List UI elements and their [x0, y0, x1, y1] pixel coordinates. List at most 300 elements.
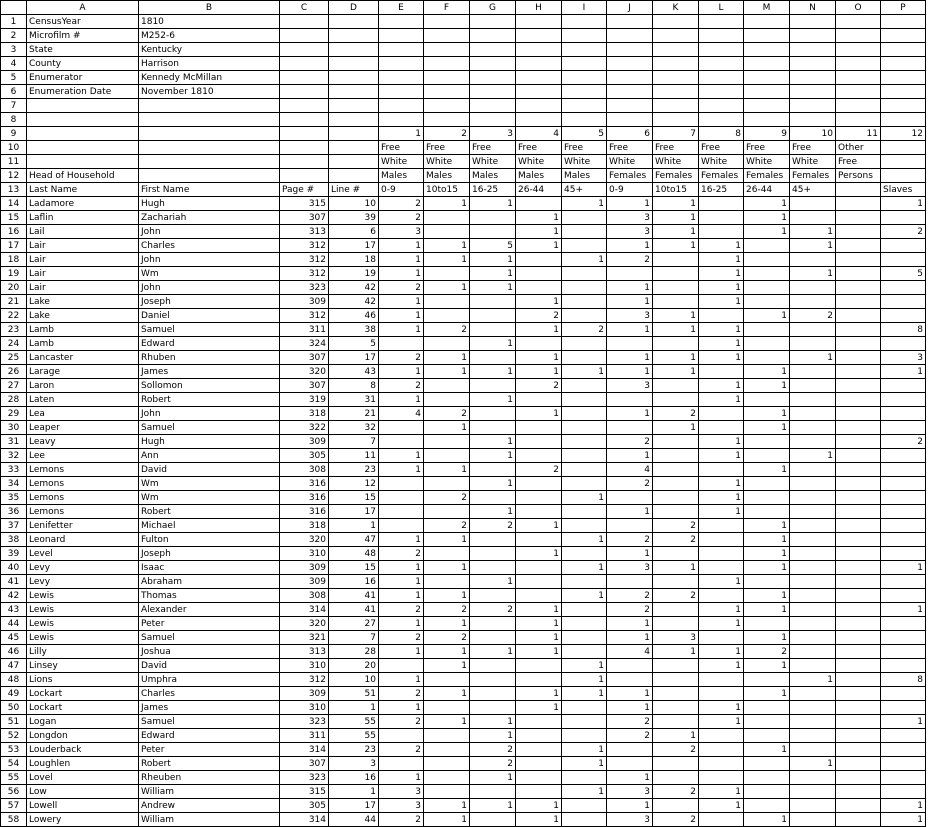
cell-l8[interactable] — [699, 113, 744, 127]
cell-e17[interactable]: 1 — [379, 239, 424, 253]
cell-j32[interactable]: 1 — [607, 449, 653, 463]
cell-d22[interactable]: 46 — [329, 309, 379, 323]
cell-n3[interactable] — [790, 43, 836, 57]
cell-p25[interactable]: 3 — [881, 351, 926, 365]
cell-p27[interactable] — [881, 379, 926, 393]
cell-n46[interactable] — [790, 645, 836, 659]
cell-d25[interactable]: 17 — [329, 351, 379, 365]
cell-h5[interactable] — [516, 71, 562, 85]
cell-k1[interactable] — [653, 15, 699, 29]
cell-d34[interactable]: 12 — [329, 477, 379, 491]
cell-d46[interactable]: 28 — [329, 645, 379, 659]
cell-c21[interactable]: 309 — [280, 295, 329, 309]
cell-f35[interactable]: 2 — [424, 491, 470, 505]
cell-n5[interactable] — [790, 71, 836, 85]
cell-e51[interactable]: 2 — [379, 715, 424, 729]
cell-p7[interactable] — [881, 99, 926, 113]
cell-e1[interactable] — [379, 15, 424, 29]
cell-j25[interactable]: 1 — [607, 351, 653, 365]
cell-j45[interactable]: 1 — [607, 631, 653, 645]
cell-a7[interactable] — [27, 99, 139, 113]
cell-e9[interactable]: 1 — [379, 127, 424, 141]
cell-a17[interactable]: Lair — [27, 239, 139, 253]
cell-f43[interactable]: 2 — [424, 603, 470, 617]
cell-k41[interactable] — [653, 575, 699, 589]
cell-m46[interactable]: 2 — [744, 645, 790, 659]
cell-b43[interactable]: Alexander — [139, 603, 280, 617]
cell-n24[interactable] — [790, 337, 836, 351]
row-number[interactable]: 58 — [1, 813, 27, 827]
cell-m5[interactable] — [744, 71, 790, 85]
cell-j28[interactable] — [607, 393, 653, 407]
cell-c30[interactable]: 322 — [280, 421, 329, 435]
column-header-h[interactable]: H — [516, 1, 562, 15]
cell-d37[interactable]: 1 — [329, 519, 379, 533]
row-number[interactable]: 45 — [1, 631, 27, 645]
select-all-corner[interactable] — [1, 1, 27, 15]
cell-i42[interactable]: 1 — [562, 589, 607, 603]
row-number[interactable]: 46 — [1, 645, 27, 659]
cell-p30[interactable] — [881, 421, 926, 435]
row-number[interactable]: 15 — [1, 211, 27, 225]
cell-i16[interactable] — [562, 225, 607, 239]
row-number[interactable]: 44 — [1, 617, 27, 631]
cell-e24[interactable] — [379, 337, 424, 351]
cell-l52[interactable] — [699, 729, 744, 743]
cell-i15[interactable] — [562, 211, 607, 225]
row-number[interactable]: 56 — [1, 785, 27, 799]
cell-j2[interactable] — [607, 29, 653, 43]
cell-b57[interactable]: Andrew — [139, 799, 280, 813]
cell-c12[interactable] — [280, 169, 329, 183]
column-header-f[interactable]: F — [424, 1, 470, 15]
cell-j34[interactable]: 2 — [607, 477, 653, 491]
cell-k21[interactable] — [653, 295, 699, 309]
cell-d56[interactable]: 1 — [329, 785, 379, 799]
cell-h56[interactable] — [516, 785, 562, 799]
cell-g48[interactable] — [470, 673, 516, 687]
cell-l1[interactable] — [699, 15, 744, 29]
cell-p20[interactable] — [881, 281, 926, 295]
cell-o42[interactable] — [836, 589, 881, 603]
row-number[interactable]: 30 — [1, 421, 27, 435]
cell-b49[interactable]: Charles — [139, 687, 280, 701]
cell-a45[interactable]: Lewis — [27, 631, 139, 645]
cell-m11[interactable]: White — [744, 155, 790, 169]
cell-k31[interactable] — [653, 435, 699, 449]
cell-c25[interactable]: 307 — [280, 351, 329, 365]
cell-c51[interactable]: 323 — [280, 715, 329, 729]
cell-c2[interactable] — [280, 29, 329, 43]
cell-l32[interactable]: 1 — [699, 449, 744, 463]
row-number[interactable]: 36 — [1, 505, 27, 519]
cell-h29[interactable]: 1 — [516, 407, 562, 421]
cell-d50[interactable]: 1 — [329, 701, 379, 715]
cell-d16[interactable]: 6 — [329, 225, 379, 239]
cell-o5[interactable] — [836, 71, 881, 85]
row-number[interactable]: 6 — [1, 85, 27, 99]
cell-d36[interactable]: 17 — [329, 505, 379, 519]
cell-a36[interactable]: Lemons — [27, 505, 139, 519]
cell-o10[interactable]: Other — [836, 141, 881, 155]
column-header-g[interactable]: G — [470, 1, 516, 15]
cell-b36[interactable]: Robert — [139, 505, 280, 519]
cell-l33[interactable] — [699, 463, 744, 477]
cell-k32[interactable] — [653, 449, 699, 463]
cell-o31[interactable] — [836, 435, 881, 449]
cell-f51[interactable]: 1 — [424, 715, 470, 729]
cell-a56[interactable]: Low — [27, 785, 139, 799]
cell-l11[interactable]: White — [699, 155, 744, 169]
cell-k55[interactable] — [653, 771, 699, 785]
cell-n2[interactable] — [790, 29, 836, 43]
cell-h1[interactable] — [516, 15, 562, 29]
cell-k17[interactable]: 1 — [653, 239, 699, 253]
row-number[interactable]: 11 — [1, 155, 27, 169]
cell-b13[interactable]: First Name — [139, 183, 280, 197]
cell-g27[interactable] — [470, 379, 516, 393]
row-number[interactable]: 40 — [1, 561, 27, 575]
cell-n37[interactable] — [790, 519, 836, 533]
cell-h11[interactable]: White — [516, 155, 562, 169]
cell-a58[interactable]: Lowery — [27, 813, 139, 827]
cell-k2[interactable] — [653, 29, 699, 43]
cell-j20[interactable]: 1 — [607, 281, 653, 295]
cell-c56[interactable]: 315 — [280, 785, 329, 799]
cell-k12[interactable]: Females — [653, 169, 699, 183]
row-number[interactable]: 51 — [1, 715, 27, 729]
cell-l42[interactable] — [699, 589, 744, 603]
cell-f52[interactable] — [424, 729, 470, 743]
cell-j40[interactable]: 3 — [607, 561, 653, 575]
cell-a53[interactable]: Louderback — [27, 743, 139, 757]
cell-k44[interactable] — [653, 617, 699, 631]
cell-k10[interactable]: Free — [653, 141, 699, 155]
cell-f53[interactable] — [424, 743, 470, 757]
cell-a39[interactable]: Level — [27, 547, 139, 561]
cell-n54[interactable]: 1 — [790, 757, 836, 771]
cell-n16[interactable]: 1 — [790, 225, 836, 239]
row-number[interactable]: 43 — [1, 603, 27, 617]
cell-f14[interactable]: 1 — [424, 197, 470, 211]
cell-j22[interactable]: 3 — [607, 309, 653, 323]
cell-k26[interactable]: 1 — [653, 365, 699, 379]
column-header-e[interactable]: E — [379, 1, 424, 15]
cell-f12[interactable]: Males — [424, 169, 470, 183]
cell-h26[interactable]: 1 — [516, 365, 562, 379]
cell-a52[interactable]: Longdon — [27, 729, 139, 743]
cell-f34[interactable] — [424, 477, 470, 491]
cell-m3[interactable] — [744, 43, 790, 57]
cell-m21[interactable] — [744, 295, 790, 309]
cell-l26[interactable] — [699, 365, 744, 379]
cell-p35[interactable] — [881, 491, 926, 505]
cell-b5[interactable]: Kennedy McMillan — [139, 71, 280, 85]
cell-o17[interactable] — [836, 239, 881, 253]
cell-h37[interactable]: 1 — [516, 519, 562, 533]
cell-e43[interactable]: 2 — [379, 603, 424, 617]
cell-o47[interactable] — [836, 659, 881, 673]
cell-g23[interactable] — [470, 323, 516, 337]
cell-f32[interactable] — [424, 449, 470, 463]
cell-m14[interactable]: 1 — [744, 197, 790, 211]
cell-g15[interactable] — [470, 211, 516, 225]
cell-e13[interactable]: 0-9 — [379, 183, 424, 197]
cell-a57[interactable]: Lowell — [27, 799, 139, 813]
cell-n15[interactable] — [790, 211, 836, 225]
cell-n13[interactable]: 45+ — [790, 183, 836, 197]
cell-d27[interactable]: 8 — [329, 379, 379, 393]
cell-l31[interactable]: 1 — [699, 435, 744, 449]
column-header-k[interactable]: K — [653, 1, 699, 15]
cell-l29[interactable] — [699, 407, 744, 421]
cell-l28[interactable]: 1 — [699, 393, 744, 407]
cell-a44[interactable]: Lewis — [27, 617, 139, 631]
cell-a27[interactable]: Laron — [27, 379, 139, 393]
row-number[interactable]: 8 — [1, 113, 27, 127]
cell-f55[interactable] — [424, 771, 470, 785]
cell-n19[interactable]: 1 — [790, 267, 836, 281]
cell-o55[interactable] — [836, 771, 881, 785]
cell-a32[interactable]: Lee — [27, 449, 139, 463]
cell-g40[interactable] — [470, 561, 516, 575]
cell-l49[interactable] — [699, 687, 744, 701]
cell-l38[interactable] — [699, 533, 744, 547]
cell-d24[interactable]: 5 — [329, 337, 379, 351]
cell-n1[interactable] — [790, 15, 836, 29]
cell-l40[interactable] — [699, 561, 744, 575]
cell-o40[interactable] — [836, 561, 881, 575]
cell-m32[interactable] — [744, 449, 790, 463]
cell-i24[interactable] — [562, 337, 607, 351]
cell-b4[interactable]: Harrison — [139, 57, 280, 71]
cell-c20[interactable]: 323 — [280, 281, 329, 295]
cell-j1[interactable] — [607, 15, 653, 29]
cell-g42[interactable] — [470, 589, 516, 603]
column-header-a[interactable]: A — [27, 1, 139, 15]
cell-h18[interactable] — [516, 253, 562, 267]
cell-j44[interactable]: 1 — [607, 617, 653, 631]
cell-p44[interactable] — [881, 617, 926, 631]
cell-a26[interactable]: Larage — [27, 365, 139, 379]
cell-b20[interactable]: John — [139, 281, 280, 295]
cell-e23[interactable]: 1 — [379, 323, 424, 337]
cell-b19[interactable]: Wm — [139, 267, 280, 281]
cell-a55[interactable]: Lovel — [27, 771, 139, 785]
cell-i2[interactable] — [562, 29, 607, 43]
cell-h15[interactable]: 1 — [516, 211, 562, 225]
cell-e40[interactable]: 1 — [379, 561, 424, 575]
cell-j50[interactable]: 1 — [607, 701, 653, 715]
cell-b32[interactable]: Ann — [139, 449, 280, 463]
cell-d42[interactable]: 41 — [329, 589, 379, 603]
cell-a29[interactable]: Lea — [27, 407, 139, 421]
cell-j55[interactable]: 1 — [607, 771, 653, 785]
cell-p51[interactable]: 1 — [881, 715, 926, 729]
cell-g35[interactable] — [470, 491, 516, 505]
column-header-m[interactable]: M — [744, 1, 790, 15]
cell-d14[interactable]: 10 — [329, 197, 379, 211]
cell-l53[interactable] — [699, 743, 744, 757]
cell-d52[interactable]: 55 — [329, 729, 379, 743]
cell-l9[interactable]: 8 — [699, 127, 744, 141]
cell-e8[interactable] — [379, 113, 424, 127]
cell-b8[interactable] — [139, 113, 280, 127]
cell-f50[interactable] — [424, 701, 470, 715]
cell-l22[interactable] — [699, 309, 744, 323]
cell-e36[interactable] — [379, 505, 424, 519]
cell-n6[interactable] — [790, 85, 836, 99]
cell-n10[interactable]: Free — [790, 141, 836, 155]
cell-d13[interactable]: Line # — [329, 183, 379, 197]
cell-g2[interactable] — [470, 29, 516, 43]
cell-k15[interactable]: 1 — [653, 211, 699, 225]
cell-i36[interactable] — [562, 505, 607, 519]
cell-l37[interactable] — [699, 519, 744, 533]
cell-g33[interactable] — [470, 463, 516, 477]
cell-i31[interactable] — [562, 435, 607, 449]
cell-d31[interactable]: 7 — [329, 435, 379, 449]
cell-k50[interactable] — [653, 701, 699, 715]
cell-k30[interactable]: 1 — [653, 421, 699, 435]
cell-j27[interactable]: 3 — [607, 379, 653, 393]
cell-a15[interactable]: Laflin — [27, 211, 139, 225]
cell-h4[interactable] — [516, 57, 562, 71]
cell-k47[interactable] — [653, 659, 699, 673]
cell-d23[interactable]: 38 — [329, 323, 379, 337]
cell-g21[interactable] — [470, 295, 516, 309]
cell-i38[interactable]: 1 — [562, 533, 607, 547]
cell-n25[interactable]: 1 — [790, 351, 836, 365]
cell-f42[interactable]: 1 — [424, 589, 470, 603]
cell-g31[interactable]: 1 — [470, 435, 516, 449]
cell-h35[interactable] — [516, 491, 562, 505]
cell-m20[interactable] — [744, 281, 790, 295]
cell-h51[interactable] — [516, 715, 562, 729]
cell-f25[interactable]: 1 — [424, 351, 470, 365]
cell-f15[interactable] — [424, 211, 470, 225]
cell-o18[interactable] — [836, 253, 881, 267]
cell-o30[interactable] — [836, 421, 881, 435]
cell-m41[interactable] — [744, 575, 790, 589]
cell-m31[interactable] — [744, 435, 790, 449]
row-number[interactable]: 19 — [1, 267, 27, 281]
cell-a3[interactable]: State — [27, 43, 139, 57]
cell-a5[interactable]: Enumerator — [27, 71, 139, 85]
cell-j37[interactable] — [607, 519, 653, 533]
cell-d11[interactable] — [329, 155, 379, 169]
cell-p15[interactable] — [881, 211, 926, 225]
cell-h10[interactable]: Free — [516, 141, 562, 155]
cell-d43[interactable]: 41 — [329, 603, 379, 617]
cell-p9[interactable]: 12 — [881, 127, 926, 141]
cell-d6[interactable] — [329, 85, 379, 99]
cell-n38[interactable] — [790, 533, 836, 547]
cell-o7[interactable] — [836, 99, 881, 113]
cell-c5[interactable] — [280, 71, 329, 85]
cell-k28[interactable] — [653, 393, 699, 407]
cell-b24[interactable]: Edward — [139, 337, 280, 351]
cell-i49[interactable]: 1 — [562, 687, 607, 701]
cell-h41[interactable] — [516, 575, 562, 589]
cell-g14[interactable]: 1 — [470, 197, 516, 211]
cell-k14[interactable]: 1 — [653, 197, 699, 211]
cell-j11[interactable]: White — [607, 155, 653, 169]
row-number[interactable]: 47 — [1, 659, 27, 673]
cell-i50[interactable] — [562, 701, 607, 715]
cell-b52[interactable]: Edward — [139, 729, 280, 743]
cell-g55[interactable]: 1 — [470, 771, 516, 785]
cell-h31[interactable] — [516, 435, 562, 449]
cell-f56[interactable] — [424, 785, 470, 799]
cell-n34[interactable] — [790, 477, 836, 491]
cell-g1[interactable] — [470, 15, 516, 29]
cell-j14[interactable]: 1 — [607, 197, 653, 211]
cell-o11[interactable]: Free — [836, 155, 881, 169]
cell-m13[interactable]: 26-44 — [744, 183, 790, 197]
cell-o14[interactable] — [836, 197, 881, 211]
cell-o56[interactable] — [836, 785, 881, 799]
cell-p31[interactable]: 2 — [881, 435, 926, 449]
cell-m9[interactable]: 9 — [744, 127, 790, 141]
cell-a40[interactable]: Levy — [27, 561, 139, 575]
cell-l4[interactable] — [699, 57, 744, 71]
cell-i10[interactable]: Free — [562, 141, 607, 155]
cell-d29[interactable]: 21 — [329, 407, 379, 421]
cell-o48[interactable] — [836, 673, 881, 687]
cell-g7[interactable] — [470, 99, 516, 113]
cell-n32[interactable]: 1 — [790, 449, 836, 463]
cell-k52[interactable]: 1 — [653, 729, 699, 743]
cell-m42[interactable]: 1 — [744, 589, 790, 603]
cell-d30[interactable]: 32 — [329, 421, 379, 435]
cell-g49[interactable] — [470, 687, 516, 701]
cell-o51[interactable] — [836, 715, 881, 729]
cell-g52[interactable]: 1 — [470, 729, 516, 743]
cell-o13[interactable] — [836, 183, 881, 197]
cell-f27[interactable] — [424, 379, 470, 393]
row-number[interactable]: 29 — [1, 407, 27, 421]
cell-j3[interactable] — [607, 43, 653, 57]
cell-p1[interactable] — [881, 15, 926, 29]
row-number[interactable]: 49 — [1, 687, 27, 701]
row-number[interactable]: 5 — [1, 71, 27, 85]
cell-b21[interactable]: Joseph — [139, 295, 280, 309]
cell-b16[interactable]: John — [139, 225, 280, 239]
cell-k38[interactable]: 2 — [653, 533, 699, 547]
cell-a54[interactable]: Loughlen — [27, 757, 139, 771]
cell-e54[interactable] — [379, 757, 424, 771]
cell-k46[interactable]: 1 — [653, 645, 699, 659]
cell-i46[interactable] — [562, 645, 607, 659]
cell-j15[interactable]: 3 — [607, 211, 653, 225]
cell-f49[interactable]: 1 — [424, 687, 470, 701]
cell-a46[interactable]: Lilly — [27, 645, 139, 659]
cell-d49[interactable]: 51 — [329, 687, 379, 701]
cell-c54[interactable]: 307 — [280, 757, 329, 771]
cell-j7[interactable] — [607, 99, 653, 113]
cell-e27[interactable]: 2 — [379, 379, 424, 393]
cell-g12[interactable]: Males — [470, 169, 516, 183]
cell-i47[interactable]: 1 — [562, 659, 607, 673]
cell-e56[interactable]: 3 — [379, 785, 424, 799]
cell-a30[interactable]: Leaper — [27, 421, 139, 435]
cell-c31[interactable]: 309 — [280, 435, 329, 449]
cell-m45[interactable]: 1 — [744, 631, 790, 645]
cell-d57[interactable]: 17 — [329, 799, 379, 813]
cell-p46[interactable] — [881, 645, 926, 659]
cell-k8[interactable] — [653, 113, 699, 127]
